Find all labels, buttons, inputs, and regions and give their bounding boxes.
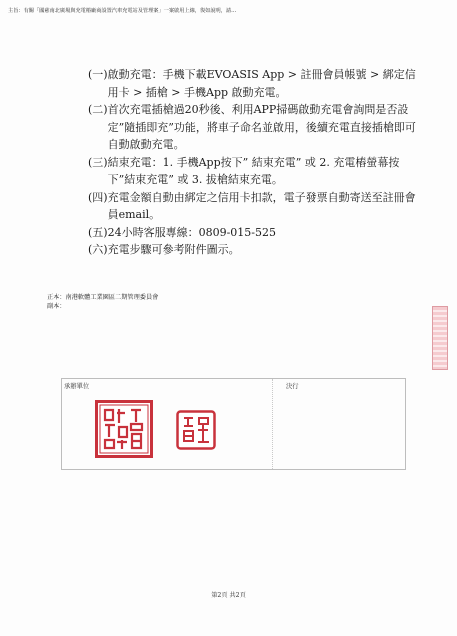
distribution-block [47, 293, 158, 311]
step-text: 充電金額自動由綁定之信用卡扣款，電子發票自動寄送至註冊會員email。 [107, 190, 416, 221]
step-number: (一) [88, 68, 108, 81]
side-seal-stamp [432, 306, 448, 370]
steps-list [88, 66, 418, 259]
step-number: (三) [88, 155, 108, 169]
step-text: 24小時客服專線：0809-015-525 [107, 225, 277, 239]
approval-divider [272, 379, 273, 469]
step-number: (五) [88, 225, 108, 239]
chairman-seal [176, 410, 216, 450]
step-number: (四) [88, 190, 108, 204]
step-text: 充電步驟可參考附件圖示。 [107, 243, 240, 256]
step-text: 結束充電：1. 手機App按下” 結束充電” 或 2. 充電樁螢幕按下”結束充電” 或 3. 拔槍結束充電。 [107, 155, 400, 186]
handling-unit-label: 承辦單位 [64, 383, 90, 390]
original-recipient: 正本：南港軟體工業園區二期管理委員會 [47, 294, 159, 301]
step-number: (二) [88, 103, 108, 116]
list-item [88, 154, 418, 189]
list-item [88, 241, 418, 259]
final-approval-label: 決行 [286, 383, 299, 390]
step-text: 首次充電插槍過20秒後、利用APP掃碼啟動充電會詢問是否設定”隨插即充”功能，將車子命名並啟用，後續充電直接插槍即可自動啟動充電。 [107, 103, 416, 151]
list-item [88, 101, 418, 154]
list-item [88, 189, 418, 224]
copy-recipient: 副本： [47, 303, 66, 310]
step-number: (六) [88, 243, 108, 256]
list-item [88, 224, 418, 242]
subject-line: 主旨：有關「國慈南北廣場與充電樁廠商設置汽車充電站及管理案」一案啟用上線，復如說明，請… [8, 8, 237, 14]
committee-seal [95, 400, 153, 458]
list-item [88, 66, 418, 101]
step-text: 啟動充電：手機下載EVOASIS App > 註冊會員帳號 > 綁定信用卡 > 插槍 > 手機App 啟動充電。 [107, 68, 416, 99]
page-number: 第2頁 共2頁 [211, 592, 246, 599]
